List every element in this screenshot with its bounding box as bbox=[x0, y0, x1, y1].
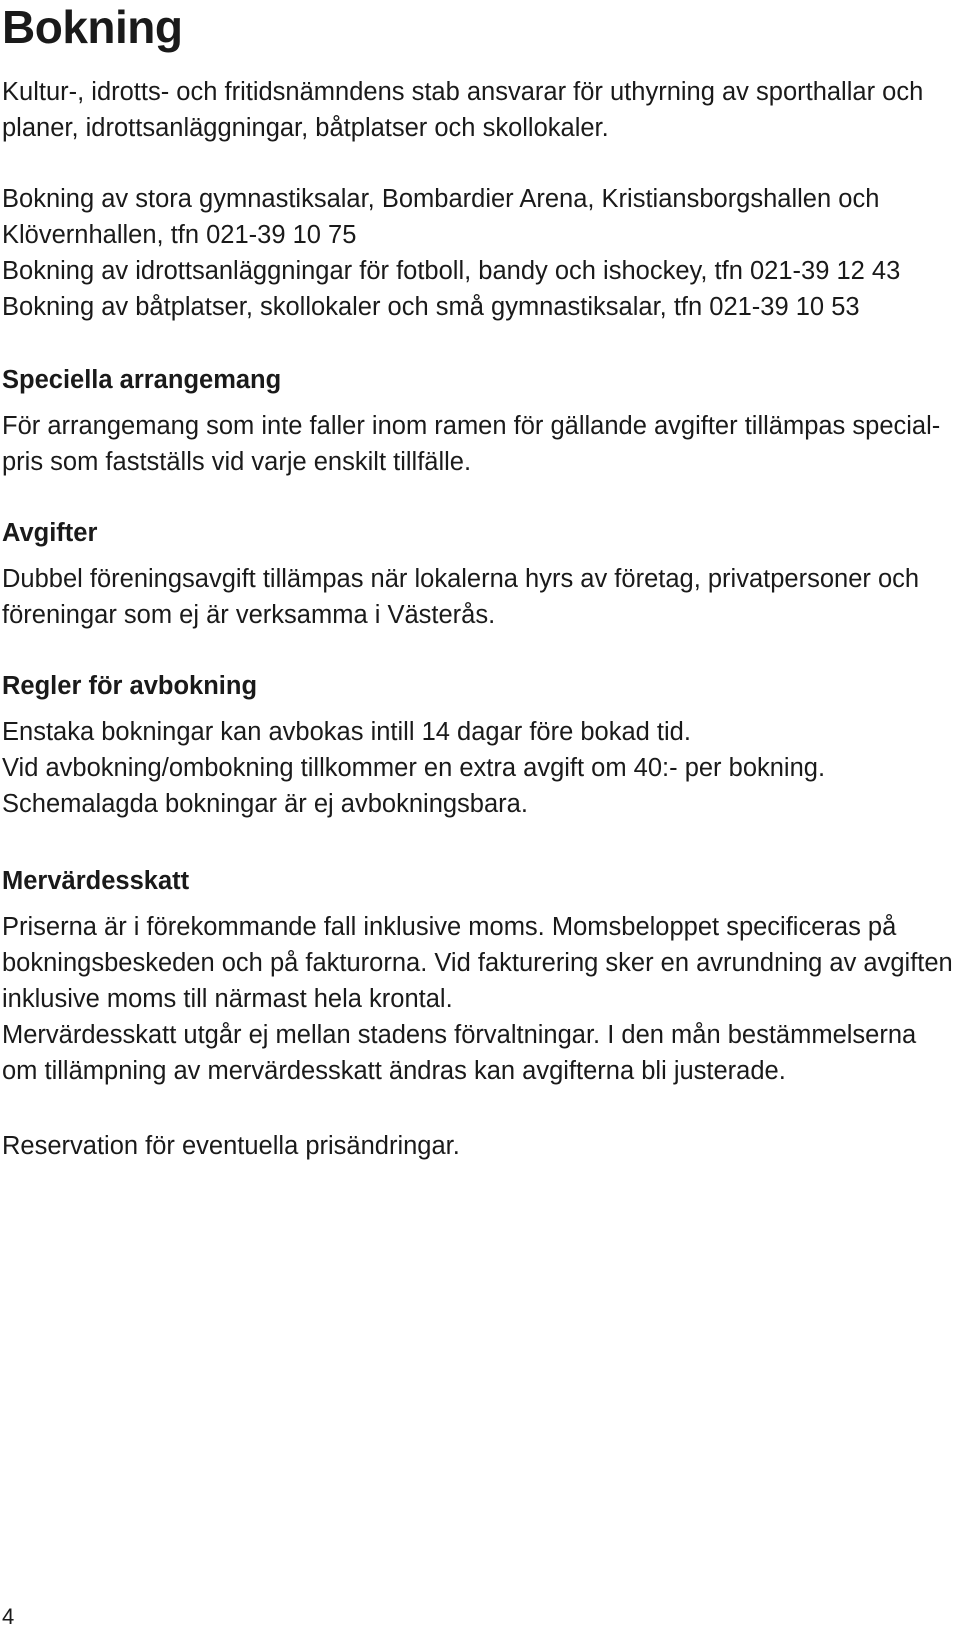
cancellation-paragraph bbox=[2, 714, 825, 822]
vat-heading: Mervärdesskatt bbox=[2, 867, 190, 895]
special-line: pris som fastställs vid varje enskilt tillfälle. bbox=[2, 448, 472, 476]
vat-line: inklusive moms till närmast hela krontal. bbox=[2, 985, 453, 1013]
cancellation-line: Vid avbokning/ombokning tillkommer en extra avgift om 40:- per bokning. bbox=[2, 754, 826, 782]
intro-paragraph bbox=[2, 74, 923, 146]
fees-line: Dubbel föreningsavgift tillämpas när lokalerna hyrs av företag, privatpersoner och bbox=[2, 565, 920, 593]
reservation-note: Reservation för eventuella prisändringar. bbox=[2, 1132, 460, 1160]
intro-line: Kultur-, idrotts- och fritidsnämndens stab ansvarar för uthyrning av sporthallar och bbox=[2, 78, 924, 106]
cancellation-heading: Regler för avbokning bbox=[2, 672, 258, 700]
fees-line: föreningar som ej är verksamma i Västerås. bbox=[2, 601, 496, 629]
vat-line: Priserna är i förekommande fall inklusive moms. Momsbeloppet specificeras på bbox=[2, 913, 897, 941]
vat-paragraph bbox=[2, 909, 953, 1089]
contact-line: Klövernhallen, tfn 021-39 10 75 bbox=[2, 221, 357, 249]
contact-line: Bokning av båtplatser, skollokaler och små gymnastiksalar, tfn 021-39 10 53 bbox=[2, 293, 860, 321]
cancellation-line: Enstaka bokningar kan avbokas intill 14 dagar före bokad tid. bbox=[2, 718, 691, 746]
vat-line: Mervärdesskatt utgår ej mellan stadens förvaltningar. I den mån bestämmelserna bbox=[2, 1021, 917, 1049]
page-number: 4 bbox=[2, 1604, 15, 1629]
fees-paragraph bbox=[2, 561, 919, 633]
special-heading: Speciella arrangemang bbox=[2, 366, 282, 394]
vat-line: bokningsbeskeden och på fakturorna. Vid fakturering sker en avrundning av avgiften bbox=[2, 949, 953, 977]
contacts-paragraph bbox=[2, 181, 900, 325]
page-title: Bokning bbox=[2, 1, 183, 53]
contact-line: Bokning av idrottsanläggningar för fotboll, bandy och ishockey, tfn 021-39 12 43 bbox=[2, 257, 901, 285]
cancellation-line: Schemalagda bokningar är ej avbokningsbara. bbox=[2, 790, 528, 818]
fees-heading: Avgifter bbox=[2, 519, 98, 547]
contact-line: Bokning av stora gymnastiksalar, Bombardier Arena, Kristiansborgshallen och bbox=[2, 185, 880, 213]
vat-line: om tillämpning av mervärdesskatt ändras kan avgifterna bli justerade. bbox=[2, 1057, 786, 1085]
special-paragraph bbox=[2, 408, 940, 480]
intro-line: planer, idrottsanläggningar, båtplatser och skollokaler. bbox=[2, 114, 609, 142]
special-line: För arrangemang som inte faller inom ramen för gällande avgifter tillämpas special- bbox=[2, 412, 941, 440]
